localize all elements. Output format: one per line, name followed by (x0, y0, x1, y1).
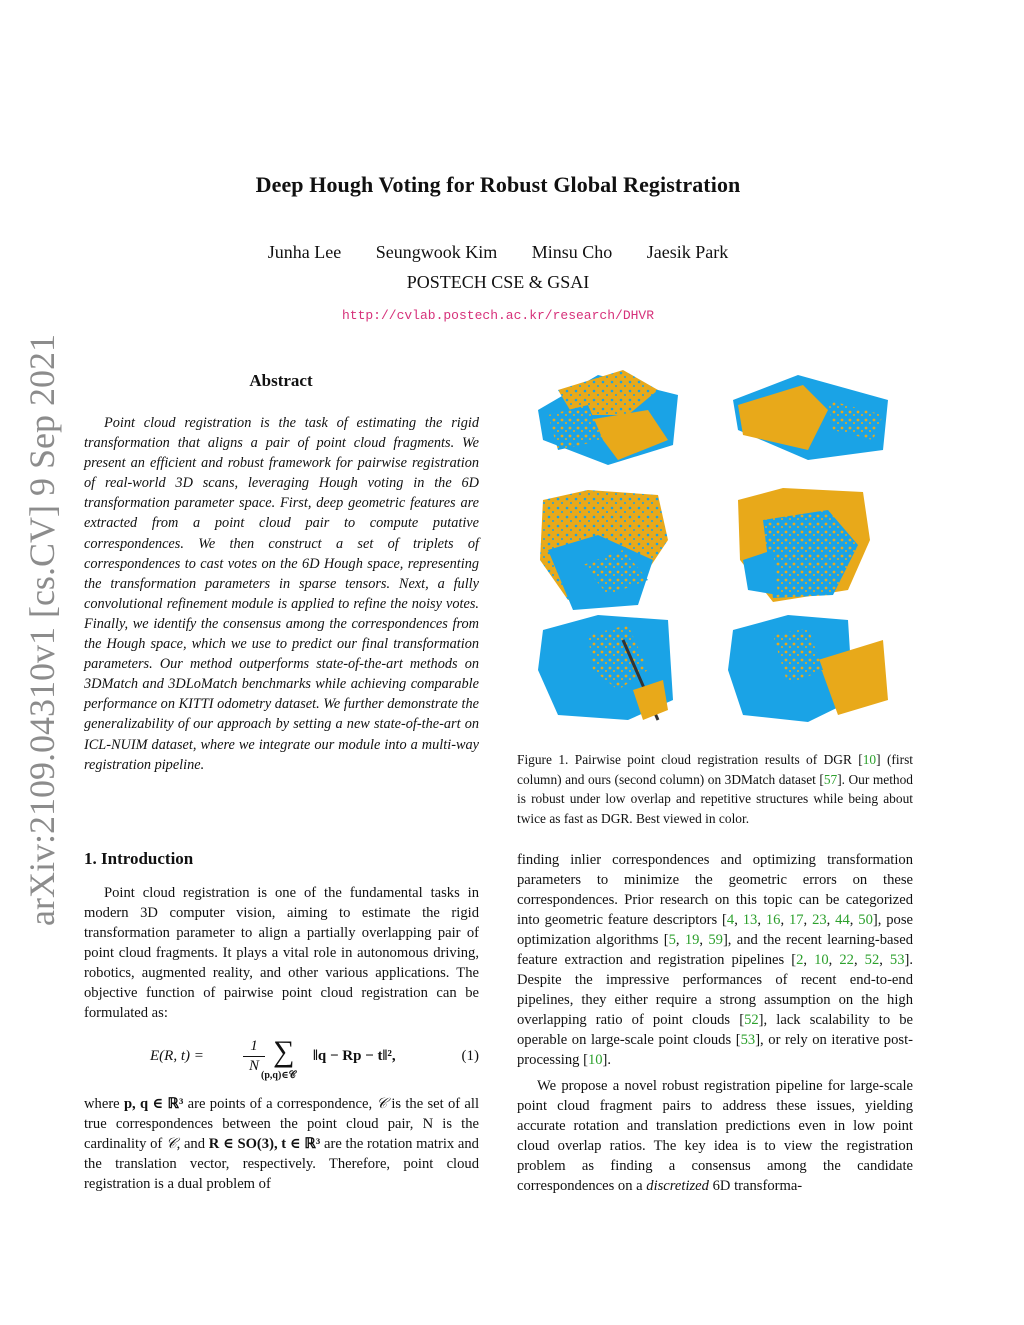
text: ]. Our method is robust under low overlap and repetitive structures while being about twice as fast as DGR. Best viewed in color. (517, 771, 913, 826)
citation-link[interactable]: 44 (835, 912, 850, 928)
eq-frac-den: N (248, 1058, 259, 1074)
abstract-heading: Abstract (249, 371, 313, 390)
text: ]. Despite the impressive performances of recent end-to-end pipelines, they either require a strong assumption on the high overlapping ratio of point clouds [ (517, 952, 914, 1028)
figure-1-caption (517, 750, 913, 828)
citation-link[interactable]: 10 (862, 752, 877, 767)
math: R ∈ SO(3), t ∈ ℝ³ (208, 1136, 321, 1152)
citation-link[interactable]: 2 (796, 952, 804, 968)
equation-body (150, 1034, 420, 1090)
text: is the set of all true correspondences between the point cloud pair, N is the cardinality of (84, 1096, 479, 1152)
citation-link[interactable]: 23 (812, 912, 827, 928)
scan-dgr-2 (540, 490, 668, 610)
eq-lhs: E(R, t) = (150, 1048, 204, 1064)
emphasis: discretized (646, 1178, 709, 1194)
citation-link[interactable]: 4 (726, 912, 735, 928)
paper-title: Deep Hough Voting for Robust Global Registration (255, 172, 741, 197)
citation-link[interactable]: 53 (740, 1032, 756, 1048)
right-paragraph-1: finding inlier correspondences and optimizing transformation parameters to minimize the geometric errors on these correspondences. Prior research on this topic can be categorized into geometric feature descriptors [4, 13, 16, 17, 23, 44, 50], pose optimization algorithms [5, 19, 59], and the recent learning-based feature extraction and registration pipelines [2, 10, 22, 52, 53]. Despite the impressive performances of recent end-to-end pipelines, they either require a strong assumption on the high overlapping ratio of point clouds [52], lack scalability to be operable on large-scale point clouds [53], or rely on iterative post-processing [10]. (517, 852, 914, 1068)
citation-link[interactable]: 59 (708, 932, 723, 948)
citation-link[interactable]: 52 (744, 1012, 759, 1028)
text: ]. (602, 1052, 612, 1068)
citation-link[interactable]: 19 (684, 932, 700, 948)
introduction-heading: 1. Introduction (84, 849, 194, 868)
equation-number: (1) (461, 1048, 479, 1064)
eq-frac-num: 1 (250, 1038, 258, 1054)
scan-dgr-1 (538, 370, 678, 465)
intro-text: Point cloud registration is one of the fundamental tasks in modern 3D computer vision, aiming to estimate the rigid transformation parameter to align a partially overlapping pair of point cloud fragments. It plays a vital role in autonomous driving, robotics, augmented reality, and other various applications. The objective function of pairwise point cloud registration can be formulated as: (84, 885, 479, 1021)
author-name: Minsu Cho (531, 242, 613, 262)
citation-link[interactable]: 22 (839, 952, 854, 968)
equation-1 (84, 1034, 479, 1090)
citation-link[interactable]: 57 (823, 771, 838, 787)
text: Figure 1. Pairwise point cloud registration results of DGR [ (517, 752, 863, 767)
eq-rhs: ‖q − Rp − t‖², (313, 1048, 396, 1064)
eq-sum: ∑ (273, 1035, 295, 1068)
abstract-paragraph: Point cloud registration is the task of estimating the rigid transformation that aligns a pair of point cloud fragments. We present an efficient and robust framework for pairwise registration of real-world 3D scans, leveraging Hough voting in the 6D transformation parameter space. First, deep geometric features are extracted from a point cloud pair to compute putative correspondences. We then construct a set of triplets of correspondences to cast votes on the 6D Hough space, representing the transformation parameters in sparse tensors. Next, a fully convolutional refinement module is applied to refine the noisy votes. Finally, we identify the consensus among the correspondences from the Hough space, which we use to predict our final transformation parameters. Our method outperforms state-of-the-art methods on 3DMatch and 3DLoMatch benchmarks while achieving comparable performance on KITTI odometry dataset. We further demonstrate the generalizability of our approach by setting a new state-of-the-art on ICL-NUIM dataset, where we integrate our module into a multi-way registration pipeline. (84, 415, 479, 773)
intro-paragraph-2 (84, 1094, 479, 1194)
scan-ours-1 (733, 375, 888, 460)
citation-link[interactable]: 53 (889, 952, 905, 968)
eq-sum-sub: (p,q)∈𝒞 (261, 1070, 296, 1081)
author-name: Seungwook Kim (375, 242, 498, 262)
project-url-link[interactable]: http://cvlab.postech.ac.kr/research/DHVR (341, 308, 655, 323)
right-paragraph-2 (517, 1076, 913, 1196)
text: where (84, 1096, 124, 1112)
citation-link[interactable]: 13 (742, 912, 758, 928)
citation-link[interactable]: 5 (668, 932, 676, 948)
text: are points of a correspondence, (183, 1096, 377, 1112)
citation-link[interactable]: 10 (814, 952, 829, 968)
scan-ours-3 (728, 615, 888, 722)
citation-link[interactable]: 10 (587, 1052, 603, 1068)
text: , and (176, 1136, 209, 1152)
intro-paragraph-1 (84, 883, 479, 1023)
citation-link[interactable]: 50 (858, 912, 873, 928)
text: ], pose optimization algorithms [ (517, 912, 913, 948)
text: are the rotation matrix and the translation vector, respectively. Therefore, point cloud registration is a dual problem of (84, 1136, 479, 1192)
figure-1-image (528, 370, 908, 742)
scan-dgr-3 (538, 615, 673, 720)
intro-right-column (517, 850, 913, 1196)
text: ], and the recent learning-based feature extraction and registration pipelines [ (517, 932, 913, 968)
scan-ours-2 (738, 488, 870, 602)
arxiv-watermark: arXiv:2109.04310v1 [cs.CV] 9 Sep 2021 (22, 334, 62, 926)
author-name: Junha Lee (267, 242, 342, 262)
text: ] (first column) and ours (second column) on 3DMatch dataset [ (517, 752, 914, 787)
math: 𝒞 (165, 1136, 177, 1152)
math: p, q ∈ ℝ³ (123, 1096, 184, 1112)
math: 𝒞 (376, 1096, 388, 1112)
citation-link[interactable]: 16 (765, 912, 781, 928)
text: 6D transforma- (708, 1178, 803, 1194)
text: ], lack scalability to be operable on large-scale point clouds [ (517, 1012, 913, 1048)
text: finding inlier correspondences and optimizing transformation parameters to minimize the geometric errors on these correspondences. Prior research on this topic can be categorized into geometric feature descriptors [ (517, 852, 913, 928)
citation-link[interactable]: 52 (864, 952, 880, 968)
author-name: Jaesik Park (646, 242, 729, 262)
author-list (0, 242, 996, 263)
affiliation: POSTECH CSE & GSAI (406, 272, 590, 292)
citation-link[interactable]: 17 (788, 912, 804, 928)
text: ], or rely on iterative post-processing [ (517, 1032, 913, 1068)
abstract-text (84, 413, 479, 775)
text: We propose a novel robust registration pipeline for large-scale point cloud fragment pairs to address these issues, yielding accurate rotation and translation predictions even in low point cloud overlap ratios. The key idea is to view the registration problem as finding a consensus among the candidate correspondences on a (517, 1078, 913, 1194)
